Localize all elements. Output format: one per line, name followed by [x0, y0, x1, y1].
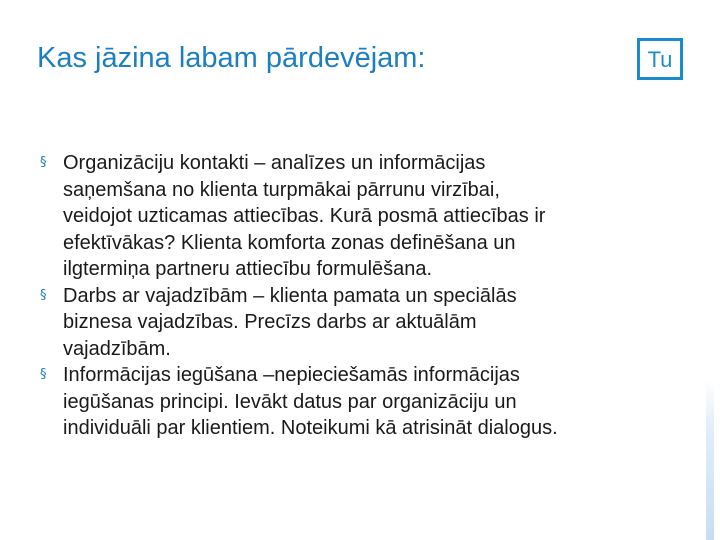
tu-logo-icon: [637, 38, 683, 80]
slide-title: Kas jāzina labam pārdevējam:: [37, 42, 426, 74]
logo-text: Tu: [647, 47, 673, 72]
decorative-accent-bar: [706, 380, 714, 540]
section-sign-bullet-icon: §: [40, 155, 47, 170]
bullet-text-line: saņemšana no klienta turpmākai pārrunu virzībai,: [63, 178, 500, 201]
bullet-item-organization-contacts: [40, 150, 680, 283]
section-sign-bullet-icon: §: [40, 367, 47, 382]
bullet-item-information-gathering: [40, 362, 680, 442]
section-sign-bullet-icon: §: [40, 287, 47, 303]
bullet-text-line: individuāli par klientiem. Noteikumi kā atrisināt dialogus.: [63, 417, 558, 439]
bullet-list: [40, 150, 680, 442]
bullet-text-line: veidojot uzticamas attiecības. Kurā posmā attiecības ir: [63, 205, 546, 227]
bullet-text-line: ilgtermiņa partneru attiecību formulēšana.: [63, 258, 433, 280]
bullet-item-working-with-needs: [40, 283, 680, 363]
bullet-text-line: vajadzībām.: [63, 337, 171, 360]
bullet-text-line: Informācijas iegūšana –nepieciešamās informācijas: [63, 364, 520, 386]
bullet-text-line: Darbs ar vajadzībām – klienta pamata un speciālās: [63, 284, 517, 307]
bullet-text-line: efektīvākas? Klienta komforta zonas definēšana un: [63, 231, 516, 254]
bullet-text-line: Organizāciju kontakti – analīzes un informācijas: [63, 152, 486, 174]
bullet-text-line: iegūšanas principi. Ievākt datus par organizāciju un: [63, 390, 517, 413]
bullet-text-line: biznesa vajadzības. Precīzs darbs ar aktuālām: [63, 311, 477, 333]
